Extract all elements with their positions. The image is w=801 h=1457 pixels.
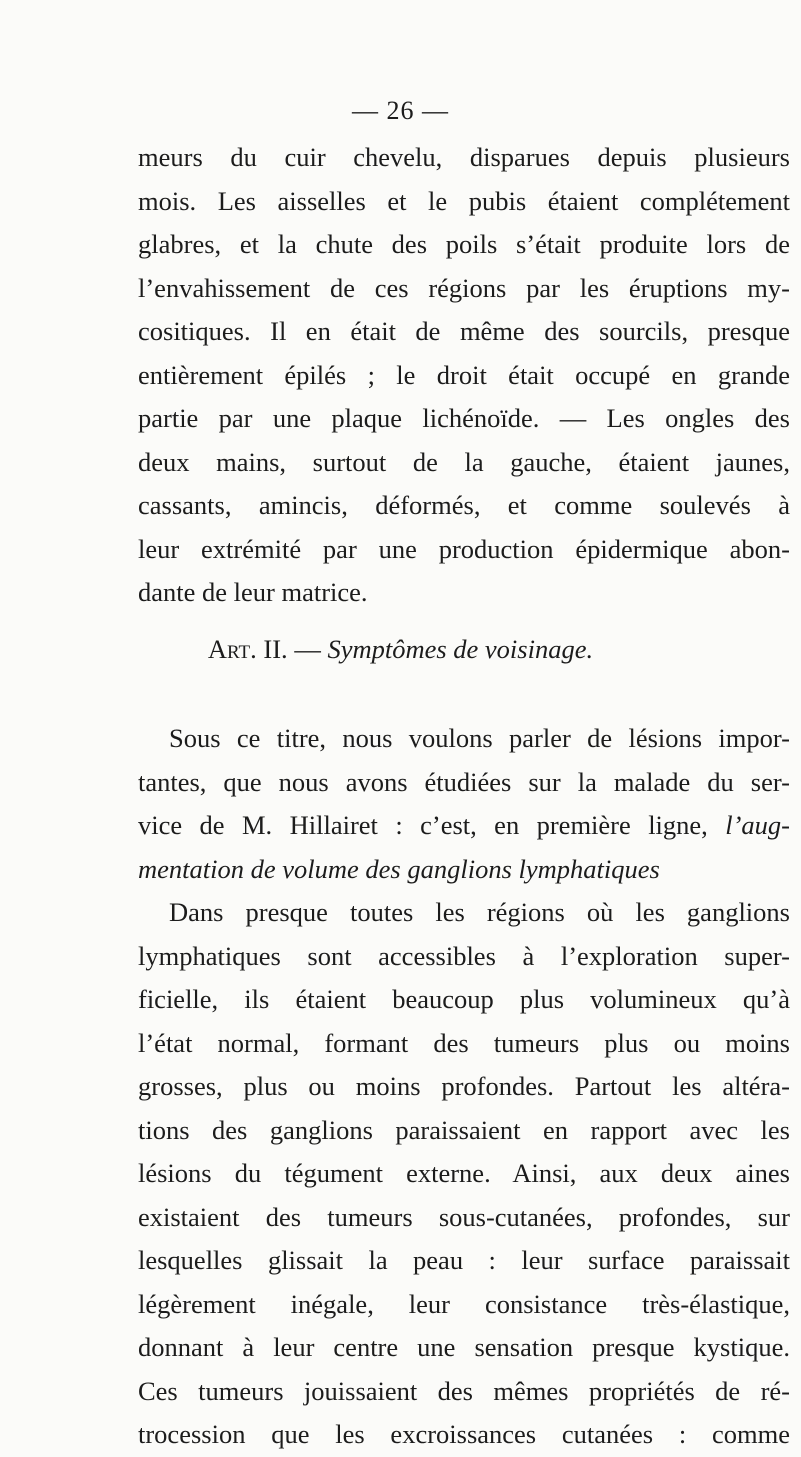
text-line: tantes, que nous avons étudiées sur la malade du ser- [138, 766, 790, 797]
text-line [138, 804, 790, 848]
text-line: ficielle, ils étaient beaucoup plus volumineux qu’à [138, 984, 790, 1014]
heading-dash: — [294, 634, 321, 664]
text-line: tions des ganglions paraissaient en rapport avec les [138, 1114, 790, 1145]
article-number: Art. II. [207, 634, 288, 664]
paragraph-continuation [138, 136, 790, 615]
text-line: cassants, amincis, déformés, et comme soulevés à [138, 490, 790, 520]
text-line: deux mains, surtout de la gauche, étaient jaunes, [138, 446, 790, 477]
text-line: dante de leur matrice. [138, 577, 368, 607]
section-title: Symptômes de voisinage. [327, 634, 594, 664]
text-line: légèrement inégale, leur consistance très-élastique, [138, 1288, 790, 1319]
text-line: cositiques. Il en était de même des sourcils, presque [138, 316, 790, 346]
section-heading [0, 628, 801, 672]
text-line: donnant à leur centre une sensation presque kystique. [138, 1332, 790, 1362]
text-line: l’état normal, formant des tumeurs plus ou moins [138, 1027, 790, 1058]
page-number: — 26 — [352, 96, 449, 125]
text-line: meurs du cuir chevelu, disparues depuis plusieurs [138, 142, 790, 172]
text-line: mois. Les aisselles et le pubis étaient complétement [138, 185, 790, 216]
text-line: Sous ce titre, nous voulons parler de lésions impor- [169, 723, 790, 753]
paragraph-intro [138, 717, 790, 891]
text-line: leur extrémité par une production épidermique abon- [138, 533, 790, 564]
text-line: lymphatiques sont accessibles à l’exploration super- [138, 940, 790, 971]
text-line: existaient des tumeurs sous-cutanées, profondes, sur [138, 1201, 790, 1232]
text-line: mentation de volume des ganglions lymphatiques [138, 853, 660, 884]
text-line: partie par une plaque lichénoïde. — Les ongles des [138, 403, 790, 433]
text-line: glabres, et la chute des poils s’était produite lors de [138, 229, 790, 259]
italic-span: l’aug- [725, 810, 790, 840]
text-line: lesquelles glissait la peau : leur surface paraissait [138, 1245, 790, 1275]
text-line: trocession que les excroissances cutanées : comme [138, 1419, 790, 1449]
text-line: Dans presque toutes les régions où les ganglions [169, 897, 790, 927]
text-line: lésions du tégument externe. Ainsi, aux deux aines [138, 1158, 790, 1188]
text-span: vice de M. Hillairet : c’est, en première ligne, [138, 810, 708, 840]
text-line: entièrement épilés ; le droit était occupé en grande [138, 359, 790, 390]
text-line: grosses, plus ou moins profondes. Partout les altéra- [138, 1071, 790, 1101]
text-line: Ces tumeurs jouissaient des mêmes propriétés de ré- [138, 1375, 790, 1406]
text-line: l’envahissement de ces régions par les éruptions my- [138, 272, 790, 303]
